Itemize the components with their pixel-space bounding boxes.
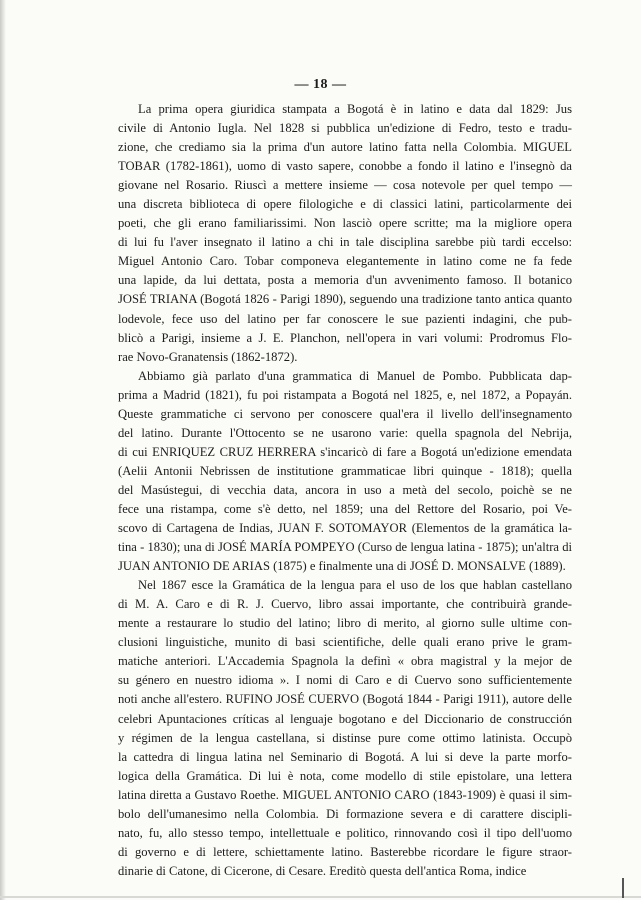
text-line: rae Novo-Granatensis (1862-1872). [118, 349, 298, 364]
text-line: del latino. Durante l'Ottocento se ne usarono varie: quella spagnola del Nebrija, [118, 425, 572, 440]
text-line: una lapide, da lui dettata, posta a memoria d'un avvenimento famoso. Il botanico [118, 273, 572, 288]
text-line: poeti, che gli erano familiarissimi. Non lasciò opere scritte; ma la migliore opera [118, 216, 572, 231]
text-line: y régimen de la lengua castellana, si distinse pure come ottimo latinista. Occupò [118, 730, 572, 745]
text-line: matiche anteriori. L'Accademia Spagnola la definì « obra magistral y la mejor de [118, 654, 572, 669]
text-line: lodevole, fece uso del latino per far conoscere le sue pazienti indagini, che pub- [118, 311, 572, 326]
text-line: civile di Antonio Iugla. Nel 1828 si pubblica un'edizione di Fedro, testo e tradu- [118, 121, 572, 136]
text-line: di cui ENRIQUEZ CRUZ HERRERA s'incaricò di fare a Bogotá un'edizione emendata [118, 444, 572, 459]
text-line: TOBAR (1782-1861), uomo di vasto sapere, conobbe a fondo il latino e l'insegnò da [118, 159, 572, 174]
text-line: clusioni linguistiche, munito di basi scientifiche, delle quali erano prive le gram- [118, 635, 572, 650]
paragraph [118, 576, 572, 881]
text-line: Abbiamo già parlato d'una grammatica di Manuel de Pombo. Pubblicata dap- [138, 368, 572, 383]
body-text [118, 100, 572, 881]
text-line: di governo e di lettere, schiettamente latino. Basterebbe ricordare le figure straor- [118, 844, 572, 859]
text-line: JUAN ANTONIO DE ARIAS (1875) e finalmente una di JOSÉ D. MONSALVE (1889). [118, 559, 566, 574]
text-line: Queste grammatiche ci servono per conoscere qual'era il livello dell'insegnamento [118, 406, 572, 421]
text-line: giovane nel Rosario. Riuscì a mettere insieme — cosa notevole per quel tempo — [118, 178, 572, 193]
paragraph [118, 367, 572, 577]
text-line: di lui fu l'aver insegnato il latino a chi in tale disciplina sarebbe più tardi eccelso: [118, 235, 572, 250]
text-line: latina diretta a Gustavo Roethe. MIGUEL ANTONIO CARO (1843-1909) è quasi il sim- [118, 787, 572, 802]
text-line: su género en nuestro idioma ». I nomi di Caro e di Cuervo sono sufficientemente [118, 673, 572, 688]
text-line: JOSÉ TRIANA (Bogotá 1826 - Parigi 1890), seguendo una tradizione tanto antica quanto [118, 292, 572, 307]
text-line: La prima opera giuridica stampata a Bogotá è in latino e data dal 1829: Jus [138, 102, 572, 116]
text-line: (Aelii Antonii Nebrissen de institutione grammaticae libri quinque - 1818); quella [118, 463, 572, 478]
corner-mark [622, 878, 624, 898]
text-line: noti anche all'estero. RUFINO JOSÉ CUERVO (Bogotá 1844 - Parigi 1911), autore delle [118, 692, 572, 707]
text-line: logica della Gramática. Di lui è nota, come modello di stile epistolare, una lettera [118, 768, 572, 783]
paragraph [118, 100, 572, 367]
text-line: Miguel Antonio Caro. Tobar componeva elegantemente in latino come ne fa fede [118, 254, 572, 269]
text-line: prima a Madrid (1821), fu poi ristampata a Bogotá nel 1825, e, nel 1872, a Popayán. [118, 387, 572, 402]
text-line: nato, fu, allo stesso tempo, intellettuale e politico, rinnovando così il tipo dell'uomo [118, 825, 572, 840]
text-line: del Masústegui, di vecchia data, ancora in uso a metà del secolo, poichè se ne [118, 482, 572, 497]
text-line: una discreta biblioteca di opere filologiche e di classici latini, particolarmente dei [118, 197, 572, 212]
text-line: fece una ristampa, come s'è detto, nel 1859; una del Rettore del Rosario, poi Ve- [118, 501, 572, 516]
text-line: blicò a Parigi, insieme a J. E. Planchon, nell'opera in vari volumi: Prodromus Flo- [118, 330, 572, 345]
page-number: — 18 — [294, 77, 347, 92]
text-line: mente a restaurare lo studio del latino; libro di merito, al giorno sulle ultime con- [118, 616, 572, 631]
text-line: scovo di Cartagena de Indias, JUAN F. SOTOMAYOR (Elementos de la gramática la- [118, 521, 572, 536]
text-line: di M. A. Caro e di R. J. Cuervo, libro assai importante, che contribuirà grande- [118, 597, 572, 612]
text-line: la cattedra di lingua latina nel Seminario di Bogotá. A lui si deve la parte morfo- [118, 749, 572, 764]
text-line: zione, che crediamo sia la prima d'un autore latino fatta nella Colombia. MIGUEL [118, 140, 572, 155]
text-line: celebri Apuntaciones críticas al lenguaje bogotano e del Diccionario de construcción [118, 711, 572, 726]
text-line: dinarie di Catone, di Cicerone, di Cesare. Ereditò questa dell'antica Roma, indice [118, 863, 527, 878]
text-line: Nel 1867 esce la Gramática de la lengua para el uso de los que hablan castellano [138, 578, 572, 593]
text-line: bolo dell'umanesimo nella Colombia. Di formazione severa e di carattere discipli- [118, 806, 572, 821]
page-edge-shadow [0, 0, 6, 900]
page-bottom-edge [0, 896, 641, 898]
text-line: tina - 1830); una di JOSÉ MARÍA POMPEYO (Curso de lengua latina - 1875); un'altra di [118, 540, 572, 555]
